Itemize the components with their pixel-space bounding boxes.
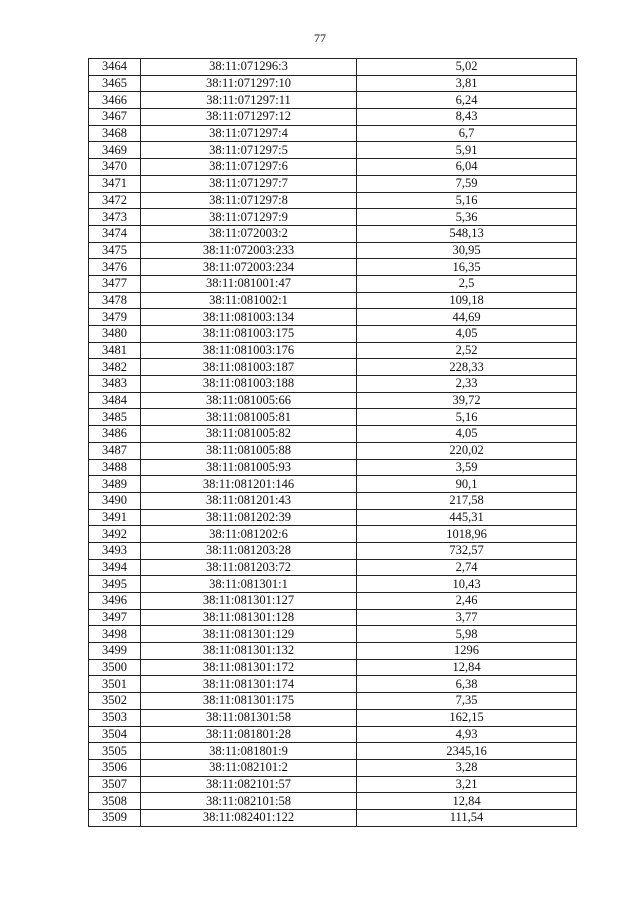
table-row <box>89 576 577 593</box>
row-number-cell: 3480 <box>89 326 141 343</box>
cadastral-number-cell: 38:11:081003:188 <box>141 376 357 393</box>
row-number-cell: 3492 <box>89 526 141 543</box>
cadastral-number-cell: 38:11:081301:175 <box>141 693 357 710</box>
row-number-cell: 3503 <box>89 709 141 726</box>
row-number-cell: 3502 <box>89 693 141 710</box>
table-row <box>89 793 577 810</box>
area-value-cell: 5,36 <box>357 209 577 226</box>
area-value-cell: 5,91 <box>357 142 577 159</box>
row-number-cell: 3478 <box>89 292 141 309</box>
row-number-cell: 3473 <box>89 209 141 226</box>
row-number-cell: 3479 <box>89 309 141 326</box>
table-row <box>89 109 577 126</box>
row-number-cell: 3470 <box>89 159 141 176</box>
row-number-cell: 3498 <box>89 626 141 643</box>
row-number-cell: 3496 <box>89 593 141 610</box>
row-number-cell: 3487 <box>89 442 141 459</box>
row-number-cell: 3491 <box>89 509 141 526</box>
area-value-cell: 39,72 <box>357 392 577 409</box>
cadastral-number-cell: 38:11:081801:28 <box>141 726 357 743</box>
registry-table <box>88 58 577 827</box>
cadastral-number-cell: 38:11:081801:9 <box>141 743 357 760</box>
row-number-cell: 3484 <box>89 392 141 409</box>
area-value-cell: 2,46 <box>357 593 577 610</box>
table-row <box>89 542 577 559</box>
area-value-cell: 12,84 <box>357 659 577 676</box>
cadastral-number-cell: 38:11:081005:82 <box>141 426 357 443</box>
registry-table-body <box>89 59 577 827</box>
row-number-cell: 3474 <box>89 225 141 242</box>
row-number-cell: 3499 <box>89 643 141 660</box>
cadastral-number-cell: 38:11:081005:66 <box>141 392 357 409</box>
row-number-cell: 3509 <box>89 809 141 826</box>
table-row <box>89 809 577 826</box>
cadastral-number-cell: 38:11:081301:174 <box>141 676 357 693</box>
cadastral-number-cell: 38:11:071297:5 <box>141 142 357 159</box>
area-value-cell: 217,58 <box>357 492 577 509</box>
cadastral-number-cell: 38:11:071297:7 <box>141 175 357 192</box>
table-row <box>89 359 577 376</box>
row-number-cell: 3488 <box>89 459 141 476</box>
cadastral-number-cell: 38:11:081003:175 <box>141 326 357 343</box>
cadastral-number-cell: 38:11:081201:43 <box>141 492 357 509</box>
area-value-cell: 4,93 <box>357 726 577 743</box>
table-row <box>89 559 577 576</box>
table-row <box>89 426 577 443</box>
table-row <box>89 409 577 426</box>
table-row <box>89 759 577 776</box>
cadastral-number-cell: 38:11:082401:122 <box>141 809 357 826</box>
table-row <box>89 309 577 326</box>
area-value-cell: 2345,16 <box>357 743 577 760</box>
area-value-cell: 5,98 <box>357 626 577 643</box>
row-number-cell: 3504 <box>89 726 141 743</box>
area-value-cell: 2,5 <box>357 275 577 292</box>
table-row <box>89 643 577 660</box>
area-value-cell: 1018,96 <box>357 526 577 543</box>
table-row <box>89 676 577 693</box>
area-value-cell: 3,28 <box>357 759 577 776</box>
cadastral-number-cell: 38:11:081301:58 <box>141 709 357 726</box>
row-number-cell: 3505 <box>89 743 141 760</box>
area-value-cell: 5,16 <box>357 192 577 209</box>
table-row <box>89 709 577 726</box>
row-number-cell: 3490 <box>89 492 141 509</box>
row-number-cell: 3501 <box>89 676 141 693</box>
cadastral-number-cell: 38:11:082101:58 <box>141 793 357 810</box>
row-number-cell: 3497 <box>89 609 141 626</box>
row-number-cell: 3467 <box>89 109 141 126</box>
area-value-cell: 3,21 <box>357 776 577 793</box>
cadastral-number-cell: 38:11:081003:187 <box>141 359 357 376</box>
area-value-cell: 6,7 <box>357 125 577 142</box>
table-row <box>89 726 577 743</box>
table-row <box>89 526 577 543</box>
cadastral-number-cell: 38:11:081301:129 <box>141 626 357 643</box>
table-row <box>89 259 577 276</box>
area-value-cell: 6,24 <box>357 92 577 109</box>
area-value-cell: 4,05 <box>357 326 577 343</box>
area-value-cell: 7,59 <box>357 175 577 192</box>
table-row <box>89 442 577 459</box>
table-row <box>89 459 577 476</box>
table-row <box>89 292 577 309</box>
table-row <box>89 225 577 242</box>
row-number-cell: 3506 <box>89 759 141 776</box>
table-row <box>89 159 577 176</box>
area-value-cell: 2,52 <box>357 342 577 359</box>
row-number-cell: 3464 <box>89 59 141 76</box>
table-row <box>89 75 577 92</box>
table-row <box>89 59 577 76</box>
cadastral-number-cell: 38:11:081301:128 <box>141 609 357 626</box>
row-number-cell: 3489 <box>89 476 141 493</box>
table-row <box>89 743 577 760</box>
table-row <box>89 326 577 343</box>
cadastral-number-cell: 38:11:072003:2 <box>141 225 357 242</box>
row-number-cell: 3507 <box>89 776 141 793</box>
cadastral-number-cell: 38:11:071297:12 <box>141 109 357 126</box>
row-number-cell: 3466 <box>89 92 141 109</box>
area-value-cell: 111,54 <box>357 809 577 826</box>
area-value-cell: 10,43 <box>357 576 577 593</box>
row-number-cell: 3493 <box>89 542 141 559</box>
cadastral-number-cell: 38:11:072003:233 <box>141 242 357 259</box>
table-row <box>89 242 577 259</box>
cadastral-number-cell: 38:11:081005:88 <box>141 442 357 459</box>
table-row <box>89 392 577 409</box>
table-row <box>89 492 577 509</box>
area-value-cell: 162,15 <box>357 709 577 726</box>
cadastral-number-cell: 38:11:081202:6 <box>141 526 357 543</box>
area-value-cell: 3,81 <box>357 75 577 92</box>
area-value-cell: 6,38 <box>357 676 577 693</box>
cadastral-number-cell: 38:11:071297:8 <box>141 192 357 209</box>
area-value-cell: 44,69 <box>357 309 577 326</box>
cadastral-number-cell: 38:11:081003:176 <box>141 342 357 359</box>
area-value-cell: 228,33 <box>357 359 577 376</box>
cadastral-number-cell: 38:11:071296:3 <box>141 59 357 76</box>
cadastral-number-cell: 38:11:081301:132 <box>141 643 357 660</box>
area-value-cell: 732,57 <box>357 542 577 559</box>
cadastral-number-cell: 38:11:081301:1 <box>141 576 357 593</box>
area-value-cell: 5,16 <box>357 409 577 426</box>
row-number-cell: 3494 <box>89 559 141 576</box>
table-row <box>89 192 577 209</box>
cadastral-number-cell: 38:11:071297:6 <box>141 159 357 176</box>
table-row <box>89 275 577 292</box>
area-value-cell: 6,04 <box>357 159 577 176</box>
area-value-cell: 7,35 <box>357 693 577 710</box>
area-value-cell: 12,84 <box>357 793 577 810</box>
cadastral-number-cell: 38:11:082101:2 <box>141 759 357 776</box>
table-row <box>89 142 577 159</box>
cadastral-number-cell: 38:11:081005:81 <box>141 409 357 426</box>
row-number-cell: 3495 <box>89 576 141 593</box>
area-value-cell: 3,77 <box>357 609 577 626</box>
area-value-cell: 220,02 <box>357 442 577 459</box>
cadastral-number-cell: 38:11:081301:127 <box>141 593 357 610</box>
cadastral-number-cell: 38:11:081203:72 <box>141 559 357 576</box>
row-number-cell: 3475 <box>89 242 141 259</box>
cadastral-number-cell: 38:11:071297:4 <box>141 125 357 142</box>
row-number-cell: 3468 <box>89 125 141 142</box>
row-number-cell: 3477 <box>89 275 141 292</box>
cadastral-number-cell: 38:11:081202:39 <box>141 509 357 526</box>
table-row <box>89 626 577 643</box>
area-value-cell: 16,35 <box>357 259 577 276</box>
cadastral-number-cell: 38:11:081301:172 <box>141 659 357 676</box>
cadastral-number-cell: 38:11:071297:10 <box>141 75 357 92</box>
area-value-cell: 5,02 <box>357 59 577 76</box>
row-number-cell: 3469 <box>89 142 141 159</box>
table-row <box>89 659 577 676</box>
table-row <box>89 342 577 359</box>
area-value-cell: 2,33 <box>357 376 577 393</box>
row-number-cell: 3483 <box>89 376 141 393</box>
area-value-cell: 8,43 <box>357 109 577 126</box>
cadastral-number-cell: 38:11:081201:146 <box>141 476 357 493</box>
cadastral-number-cell: 38:11:071297:11 <box>141 92 357 109</box>
table-row <box>89 509 577 526</box>
row-number-cell: 3472 <box>89 192 141 209</box>
cadastral-number-cell: 38:11:081001:47 <box>141 275 357 292</box>
row-number-cell: 3500 <box>89 659 141 676</box>
cadastral-number-cell: 38:11:081002:1 <box>141 292 357 309</box>
area-value-cell: 548,13 <box>357 225 577 242</box>
table-row <box>89 92 577 109</box>
cadastral-number-cell: 38:11:071297:9 <box>141 209 357 226</box>
row-number-cell: 3481 <box>89 342 141 359</box>
row-number-cell: 3465 <box>89 75 141 92</box>
row-number-cell: 3482 <box>89 359 141 376</box>
table-row <box>89 209 577 226</box>
table-row <box>89 776 577 793</box>
cadastral-number-cell: 38:11:072003:234 <box>141 259 357 276</box>
table-row <box>89 376 577 393</box>
table-row <box>89 593 577 610</box>
area-value-cell: 4,05 <box>357 426 577 443</box>
table-row <box>89 693 577 710</box>
cadastral-number-cell: 38:11:081005:93 <box>141 459 357 476</box>
area-value-cell: 3,59 <box>357 459 577 476</box>
cadastral-number-cell: 38:11:081003:134 <box>141 309 357 326</box>
table-row <box>89 476 577 493</box>
row-number-cell: 3476 <box>89 259 141 276</box>
row-number-cell: 3508 <box>89 793 141 810</box>
row-number-cell: 3486 <box>89 426 141 443</box>
row-number-cell: 3471 <box>89 175 141 192</box>
area-value-cell: 90,1 <box>357 476 577 493</box>
row-number-cell: 3485 <box>89 409 141 426</box>
table-row <box>89 175 577 192</box>
page-number: 77 <box>314 31 326 45</box>
cadastral-number-cell: 38:11:082101:57 <box>141 776 357 793</box>
area-value-cell: 1296 <box>357 643 577 660</box>
area-value-cell: 445,31 <box>357 509 577 526</box>
area-value-cell: 109,18 <box>357 292 577 309</box>
area-value-cell: 2,74 <box>357 559 577 576</box>
table-row <box>89 125 577 142</box>
area-value-cell: 30,95 <box>357 242 577 259</box>
cadastral-number-cell: 38:11:081203:28 <box>141 542 357 559</box>
table-row <box>89 609 577 626</box>
